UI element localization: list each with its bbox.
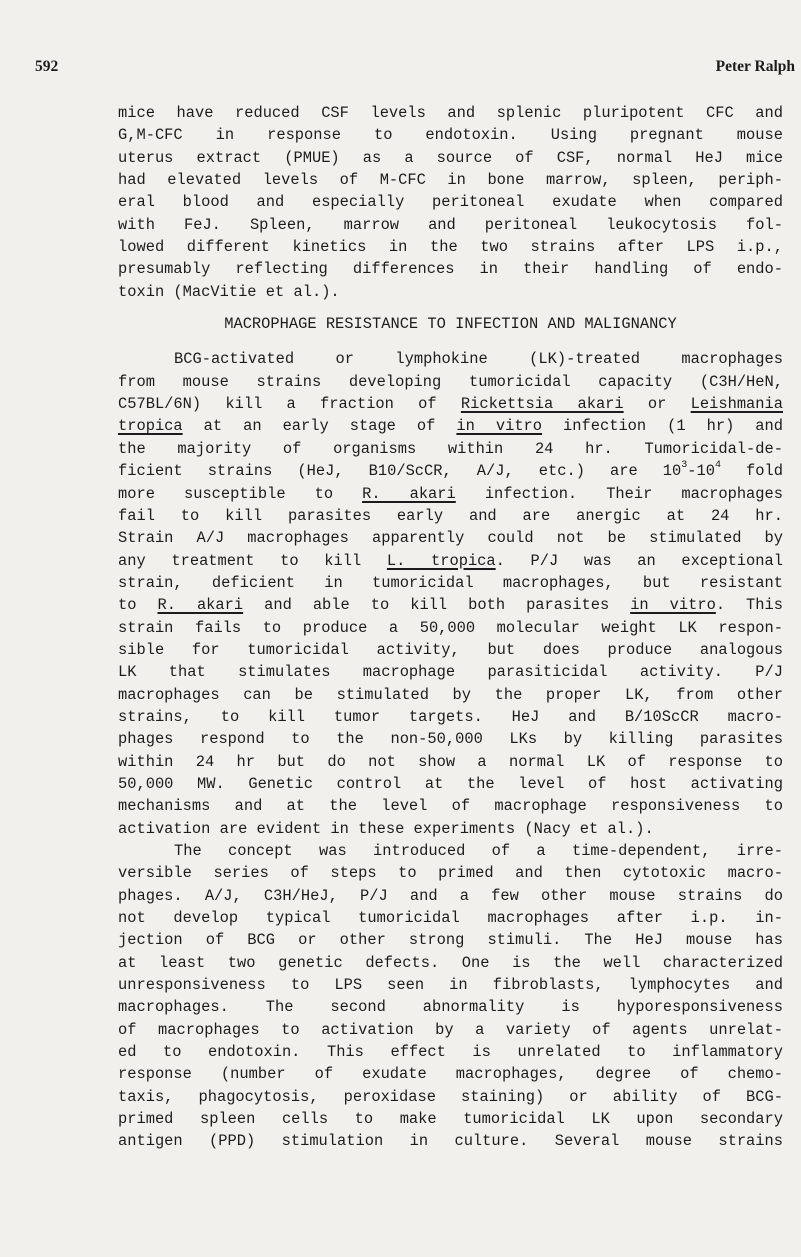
text-line: [118, 594, 783, 616]
text-segment: . P/J was an exceptional: [495, 551, 783, 570]
section-heading: MACROPHAGE RESISTANCE TO INFECTION AND MALIGNANCY: [224, 315, 677, 334]
paragraph-3: [118, 840, 783, 1153]
text-line: [118, 393, 783, 415]
species-name: Leishmania: [690, 395, 783, 414]
text-line: uterus extract (PMUE) as a source of CSF, normal HeJ mice: [118, 148, 783, 167]
text-segment: infection (1 hr) and: [563, 417, 784, 436]
text-line: phages. A/J, C3H/HeJ, P/J and a few other mouse strains do: [118, 886, 783, 905]
text-line: mechanisms and at the level of macrophage responsiveness to: [118, 797, 783, 816]
species-name: tropica: [118, 417, 183, 436]
text-line: versible series of steps to primed and then cytotoxic macro-: [118, 864, 783, 883]
text-segment: or: [647, 395, 667, 414]
species-name: R. akari: [362, 484, 456, 503]
text-line: macrophages can be stimulated by the proper LK, from other: [118, 685, 783, 704]
text-line: within 24 hr but do not show a normal LK of response to: [118, 752, 783, 771]
text-line: response (number of exudate macrophages, degree of chemo-: [118, 1065, 783, 1084]
text-line: phages respond to the non-50,000 LKs by killing parasites: [118, 730, 783, 749]
text-line: Strain A/J macrophages apparently could not be stimulated by: [118, 529, 783, 548]
text-line: fail to kill parasites early and are anergic at 24 hr.: [118, 506, 783, 525]
text-line: taxis, phagocytosis, peroxidase staining) or ability of BCG-: [118, 1087, 783, 1106]
text-line: [118, 483, 783, 505]
text-line: G,M-CFC in response to endotoxin. Using pregnant mouse: [118, 126, 783, 145]
text-line: mice have reduced CSF levels and splenic pluripotent CFC and: [118, 104, 783, 122]
species-name: L. tropica: [386, 551, 496, 570]
exponent: 3: [681, 460, 688, 472]
text-segment: -10: [687, 462, 715, 481]
text-line: from mouse strains developing tumoricidal capacity (C3H/HeN,: [118, 372, 783, 391]
text-segment: and able to kill both parasites: [264, 596, 610, 615]
text-line: strain fails to produce a 50,000 molecular weight LK respon-: [118, 618, 783, 637]
text-line: primed spleen cells to make tumoricidal LK upon secondary: [118, 1110, 783, 1129]
running-head-author: Peter Ralph: [715, 58, 795, 75]
text-line: strains, to kill tumor targets. HeJ and B/10ScCR macro-: [118, 707, 783, 726]
text-line: with FeJ. Spleen, marrow and peritoneal leukocytosis fol-: [118, 215, 783, 234]
text-line: of macrophages to activation by a variety of agents unrelat-: [118, 1020, 783, 1039]
text-line: sible for tumoricidal activity, but does produce analogous: [118, 640, 783, 659]
text-line: The concept was introduced of a time-dependent, irre-: [174, 842, 783, 860]
paragraph-1: [118, 102, 783, 303]
text-line: toxin (MacVitie et al.).: [118, 282, 340, 301]
text-segment: at an early stage of: [203, 417, 436, 436]
text-line: not develop typical tumoricidal macrophages after i.p. in-: [118, 909, 783, 928]
text-line: 50,000 MW. Genetic control at the level of host activating: [118, 774, 783, 793]
paragraph-2: [118, 348, 783, 840]
running-head: [35, 58, 795, 82]
latin-term: in vitro: [456, 417, 543, 436]
text-segment: any treatment to kill: [118, 551, 362, 570]
text-line: jection of BCG or other strong stimuli. The HeJ mouse has: [118, 931, 783, 950]
text-segment: . This: [715, 596, 783, 615]
page-number: 592: [35, 58, 59, 75]
latin-term: in vitro: [630, 596, 716, 615]
species-name: Rickettsia akari: [460, 395, 624, 414]
text-segment: more susceptible to: [118, 484, 334, 503]
text-line: had elevated levels of M-CFC in bone marrow, spleen, periph-: [118, 171, 783, 190]
text-line: BCG-activated or lymphokine (LK)-treated macrophages: [174, 350, 783, 369]
text-segment: ficient strains (HeJ, B10/ScCR, A/J, etc.) are 10: [118, 462, 682, 481]
text-line: eral blood and especially peritoneal exudate when compared: [118, 193, 783, 212]
text-line: the majority of organisms within 24 hr. Tumoricidal-de-: [118, 439, 783, 458]
text-segment: to: [118, 596, 137, 615]
text-line: [118, 550, 783, 572]
text-segment: fold: [746, 462, 783, 481]
species-name: R. akari: [157, 596, 244, 615]
text-line: [118, 415, 783, 437]
text-segment: C57BL/6N) kill a fraction of: [118, 395, 437, 414]
text-line: unresponsiveness to LPS seen in fibroblasts, lymphocytes and: [118, 976, 783, 995]
body-text: [118, 102, 783, 1153]
text-line: at least two genetic defects. One is the well characterized: [118, 953, 783, 972]
text-segment: infection. Their macrophages: [484, 484, 783, 503]
text-line: LK that stimulates macrophage parasiticidal activity. P/J: [118, 663, 783, 682]
text-line: activation are evident in these experiments (Nacy et al.).: [118, 819, 654, 838]
text-line: [118, 460, 783, 482]
exponent: 4: [714, 460, 721, 472]
text-line: ed to endotoxin. This effect is unrelated to inflammatory: [118, 1043, 783, 1062]
text-line: macrophages. The second abnormality is hyporesponsiveness: [118, 998, 783, 1017]
text-line: strain, deficient in tumoricidal macrophages, but resistant: [118, 573, 783, 592]
text-line: presumably reflecting differences in their handling of endo-: [118, 260, 783, 279]
text-line: antigen (PPD) stimulation in culture. Several mouse strains: [118, 1132, 783, 1151]
text-line: lowed different kinetics in the two strains after LPS i.p.,: [118, 238, 783, 257]
